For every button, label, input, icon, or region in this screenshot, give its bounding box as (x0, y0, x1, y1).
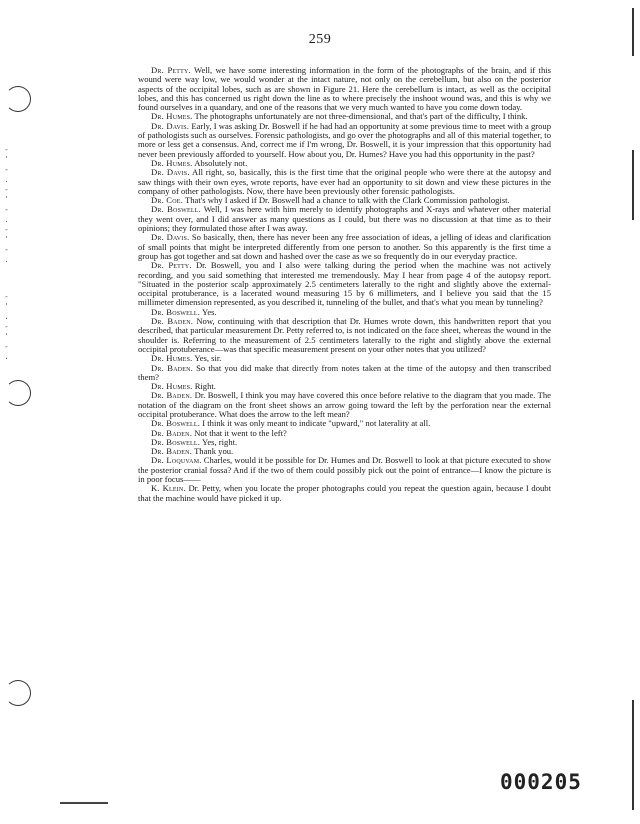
speaker-name: Dr. Humes. (151, 381, 193, 392)
binder-hole-top (5, 86, 31, 112)
speaker-name: Dr. Baden. (151, 362, 194, 373)
speaker-statement: Yes, sir. (194, 353, 222, 364)
speaker-name: Dr. Davis. (151, 120, 190, 131)
left-margin-dash (60, 802, 108, 804)
speaker-statement: So that you did make that directly from notes taken at the time of the autopsy and then transcribed them? (138, 362, 552, 382)
transcript-paragraph (138, 66, 551, 112)
speaker-name: K. Klein. (151, 483, 186, 494)
speaker-name: Dr. Loquvam. (151, 455, 202, 466)
speaker-statement: Dr. Boswell, I think you may have covered this once before relative to the diagram that you made. The notation of the diagram on the front sheet shows an arrow going toward the left by the perforation near the external occipital protuberance. What does the arrow to the left mean? (138, 390, 551, 419)
speaker-name: Dr. Baden. (151, 446, 193, 457)
binder-hole-bottom (5, 680, 31, 706)
speaker-name: Dr. Humes. (151, 111, 193, 122)
right-edge-mark-bottom (632, 700, 634, 810)
speaker-name: Dr. Boswell. (151, 436, 201, 447)
speaker-statement: Well, we have some interesting information in the form of the photographs of the brain, and if this wound were way low, we would wonder at the intact nature, not only on the cerebellum, but also on the posterior aspects of the occipital lobes, such as are shown in Figure 21. Here the cerebellum is intact, as well as the occipital lobes, and this has concerned us right down the line as to where precisely the inshoot wound was, and this is why we found ourselves in a quandary, and one of the reasons that we very much wanted to have you come down today. (138, 65, 551, 113)
transcript-body (138, 66, 551, 503)
right-edge-mark-middle (632, 150, 634, 220)
transcript-paragraph (138, 364, 551, 383)
speaker-statement: Yes, right. (201, 436, 238, 447)
transcript-paragraph (138, 233, 551, 261)
margin-marks-lower: - ' . - ' - . (4, 292, 9, 361)
speaker-statement: Thank you. (194, 446, 234, 457)
speaker-name: Dr. Baden. (151, 427, 193, 438)
speaker-name: Dr. Humes. (151, 353, 193, 364)
speaker-statement: Yes. (201, 306, 217, 317)
transcript-paragraph (138, 317, 551, 354)
transcript-paragraph (138, 122, 551, 159)
speaker-statement: Absolutely not. (194, 157, 248, 168)
transcript-paragraph (138, 456, 551, 484)
speaker-name: Dr. Boswell. (151, 306, 201, 317)
speaker-name: Dr. Davis. (151, 167, 190, 178)
speaker-name: Dr. Petty. (151, 65, 191, 75)
speaker-name: Dr. Boswell. (151, 204, 201, 215)
binder-hole-middle (5, 380, 31, 406)
page-number: 259 (308, 32, 332, 47)
transcript-paragraph (138, 484, 551, 503)
speaker-name: Dr. Coe. (151, 195, 183, 206)
speaker-statement: Dr. Petty, when you locate the proper photographs could you repeat the question again, because I doubt that the machine would have picked it up. (138, 483, 551, 503)
speaker-name: Dr. Humes. (151, 157, 193, 168)
bates-number: 000205 (500, 770, 582, 794)
speaker-name: Dr. Baden. (151, 390, 193, 401)
margin-marks-upper: - ' - . - ' - . - ' - . (4, 145, 9, 264)
speaker-statement: Dr. Boswell, you and I also were talking during the period when the machine was not actively recording, and you said something that interested me tremendously. May I hear from page 4 of the autopsy report. "Situated in the posterior scalp approximately 2.5 centimeters laterally to the right and slightly above the external-occipital protuberance, is a lacerated wound measuring 15 by 6 millimeters, and I believe you said that the 15 millimeter dimension represented, as you described it, tunneling of the bullet, and that's what you mean by tunneling? (138, 260, 551, 308)
speaker-statement: The photographs unfortunately are not three-dimensional, and that's part of the difficulty, I think. (194, 111, 528, 122)
speaker-statement: All right, so, basically, this is the first time that the original people who were there at the autopsy and saw things with their own eyes, wrote reports, have ever had an opportunity to sit down and view these pictures in the company of other pathologists. Now, there have been previously other forensic pathologists. (138, 167, 551, 196)
transcript-paragraph (138, 205, 551, 233)
transcript-paragraph (138, 261, 551, 307)
speaker-statement: Charles, would it be possible for Dr. Humes and Dr. Boswell to look at that picture executed to show the posterior cranial fossa? And if the two of them could possibly pick out the point of entrance—I know the picture is in poor focus—— (138, 455, 551, 485)
speaker-statement: So basically, then, there has never been any free association of ideas, a jelling of ideas and clarification of small points that might be interpreted differently from one person to another. So this apparently is the first time a group has got together and sat down and hashed over the case as we so frequently do in our everyday practice. (138, 232, 551, 261)
speaker-statement: Now, continuing with that description that Dr. Humes wrote down, this handwritten report that you described, that particular measurement Dr. Petty referred to, is not indicated on the face sheet, whereas the wound in the shoulder is. Referring to the measurement of 2.5 centimeters laterally to the right and slightly above the external occipital protuberance—was that specific measurement present on your other notes that you utilized? (138, 316, 551, 354)
speaker-name: Dr. Boswell. (151, 418, 201, 429)
speaker-name: Dr. Petty. (151, 260, 192, 271)
speaker-statement: That's why I asked if Dr. Boswell had a chance to talk with the Clark Commission pathologist. (184, 195, 510, 206)
speaker-name: Dr. Davis. (151, 232, 190, 243)
speaker-statement: Well, I was here with him merely to identify photographs and X-rays and whatever other material they went over, and I did answer as many questions as I could, but there was no discussion at that time as to their opinions; they formulated those after I was away. (138, 204, 551, 234)
speaker-statement: Right. (194, 381, 216, 392)
transcript-paragraph (138, 391, 551, 419)
speaker-statement: I think it was only meant to indicate "upward," not laterality at all. (202, 418, 431, 429)
speaker-name: Dr. Baden. (151, 316, 194, 327)
speaker-statement: Not that it went to the left? (194, 427, 287, 438)
transcript-paragraph (138, 168, 551, 196)
speaker-statement: Early, I was asking Dr. Boswell if he had had an opportunity at some previous time to meet with a group of pathologists such as ourselves. Forensic pathologists, and go over the photographs and all of this material together, to more or less get a consensus. And, correct me if I'm wrong, Dr. Boswell, it is your impression that this opportunity had never been previously afforded to yourself. How about you, Dr. Humes? Have you had this opportunity in the past? (138, 120, 552, 159)
